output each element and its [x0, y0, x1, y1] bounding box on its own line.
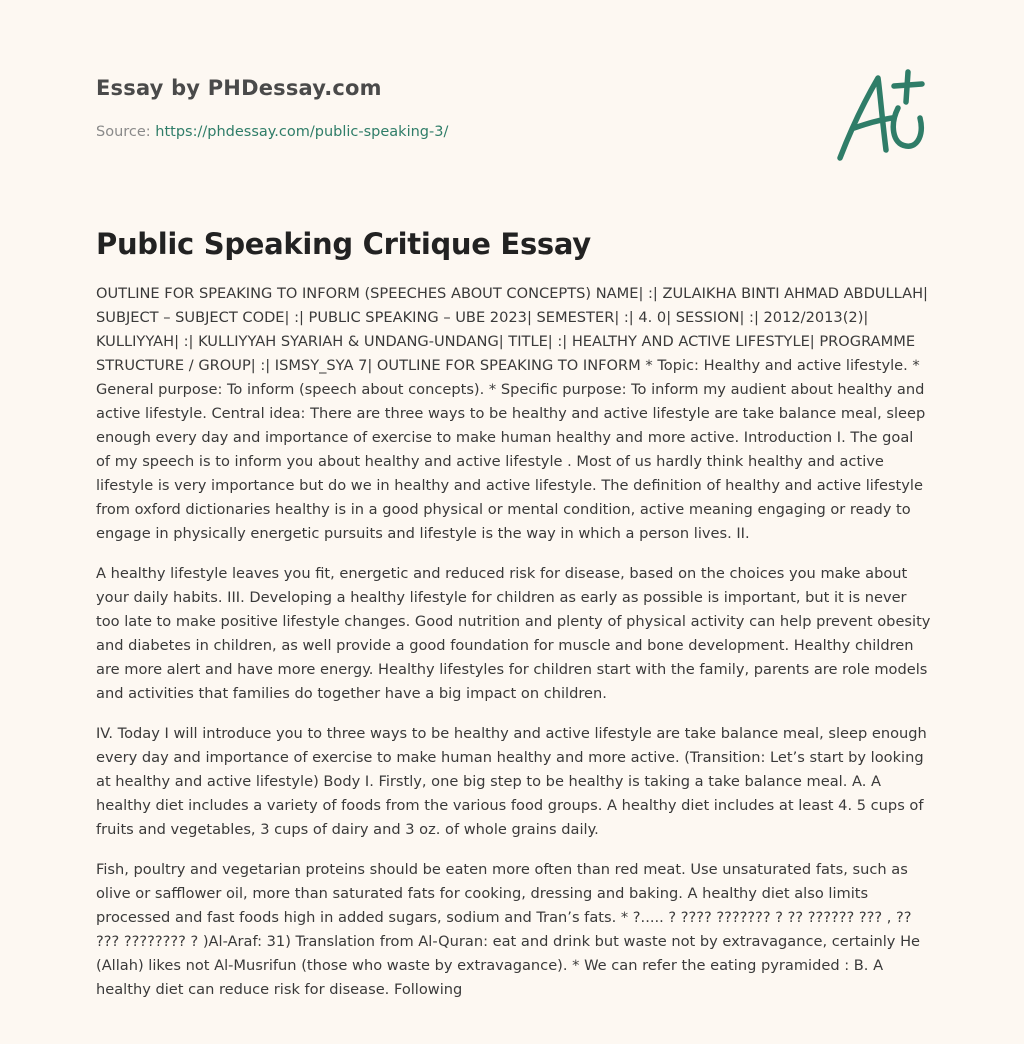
essay-title: Public Speaking Critique Essay [96, 227, 591, 261]
page-header [96, 0, 928, 200]
essay-paragraph: A healthy lifestyle leaves you fit, energetic and reduced risk for disease, based on the choices you make about your daily habits. III. Developing a healthy lifestyle for children as early as possible is important, but it is never too late to make positive lifestyle changes. Good nutrition and plenty of physical activity can help prevent obesity and diabetes in children, as well provide a good foundation for muscle and bone development. Healthy children are more alert and have more energy. Healthy lifestyles for children start with the family, parents are role models and activities that families do together have a big impact on children. [96, 565, 931, 702]
site-title: Essay by PHDessay.com [96, 76, 382, 100]
essay-body [96, 282, 932, 1002]
essay-paragraph: IV. Today I will introduce you to three ways to be healthy and active lifestyle are take balance meal, sleep enough every day and importance of exercise to make human healthy and more active. (Transition: Let’s start by looking at healthy and active lifestyle) Body I. Firstly, one big step to be healthy is taking a take balance meal. A. A healthy diet includes a variety of foods from the various food groups. A healthy diet includes at least 4. 5 cups of fruits and vegetables, 3 cups of dairy and 3 oz. of whole grains daily. [96, 725, 927, 838]
essay-paragraph: Fish, poultry and vegetarian proteins should be eaten more often than red meat. Use unsaturated fats, such as olive or safflower oil, more than saturated fats for cooking, dressing and baking. A healthy diet also limits processed and fast foods high in added sugars, sodium and Tran’s fats. * ?..... ? ???? ??????? ? ?? ?????? ??? , ?? ??? ???????? ? )Al-Araf: 31) Translation from Al-Quran: eat and drink but waste not by extravagance, certainly He (Allah) likes not Al-Musrifun (those who waste by extravagance). * We can refer the eating pyramided : B. A healthy diet can reduce risk for disease. Following [96, 861, 921, 998]
source-label: Source: [96, 124, 151, 140]
essay-paragraph: OUTLINE FOR SPEAKING TO INFORM (SPEECHES ABOUT CONCEPTS) NAME| :| ZULAIKHA BINTI AHMAD ABDULLAH| SUBJECT – SUBJECT CODE| :| PUBLIC SPEAKING – UBE 2023| SEMESTER| :| 4. 0| SESSION| :| 2012/2013(2)| KULLIYYAH| :| KULLIYYAH SYARIAH & UNDANG-UNDANG| TITLE| :| HEALTHY AND ACTIVE LIFESTYLE| PROGRAMME STRUCTURE / GROUP| :| ISMSY_SYA 7| OUTLINE FOR SPEAKING TO INFORM * Topic: Healthy and active lifestyle. * General purpose: To inform (speech about concepts). * Specific purpose: To inform my audient about healthy and active lifestyle. Central idea: There are three ways to be healthy and active lifestyle are take balance meal, sleep enough every day and importance of exercise to make human healthy and more active. Introduction I. The goal of my speech is to inform you about healthy and active lifestyle . Most of us hardly think healthy and active lifestyle is very importance but do we in healthy and active lifestyle. The definition of healthy and active lifestyle from oxford dictionaries healthy is in a good physical or mental condition, active meaning engaging or ready to engage in physically energetic pursuits and lifestyle is the way in which a person lives. II. [96, 285, 928, 542]
source-link[interactable]: https://phdessay.com/public-speaking-3/ [155, 124, 449, 140]
a-plus-logo-icon [826, 62, 936, 172]
source-line [96, 124, 448, 140]
